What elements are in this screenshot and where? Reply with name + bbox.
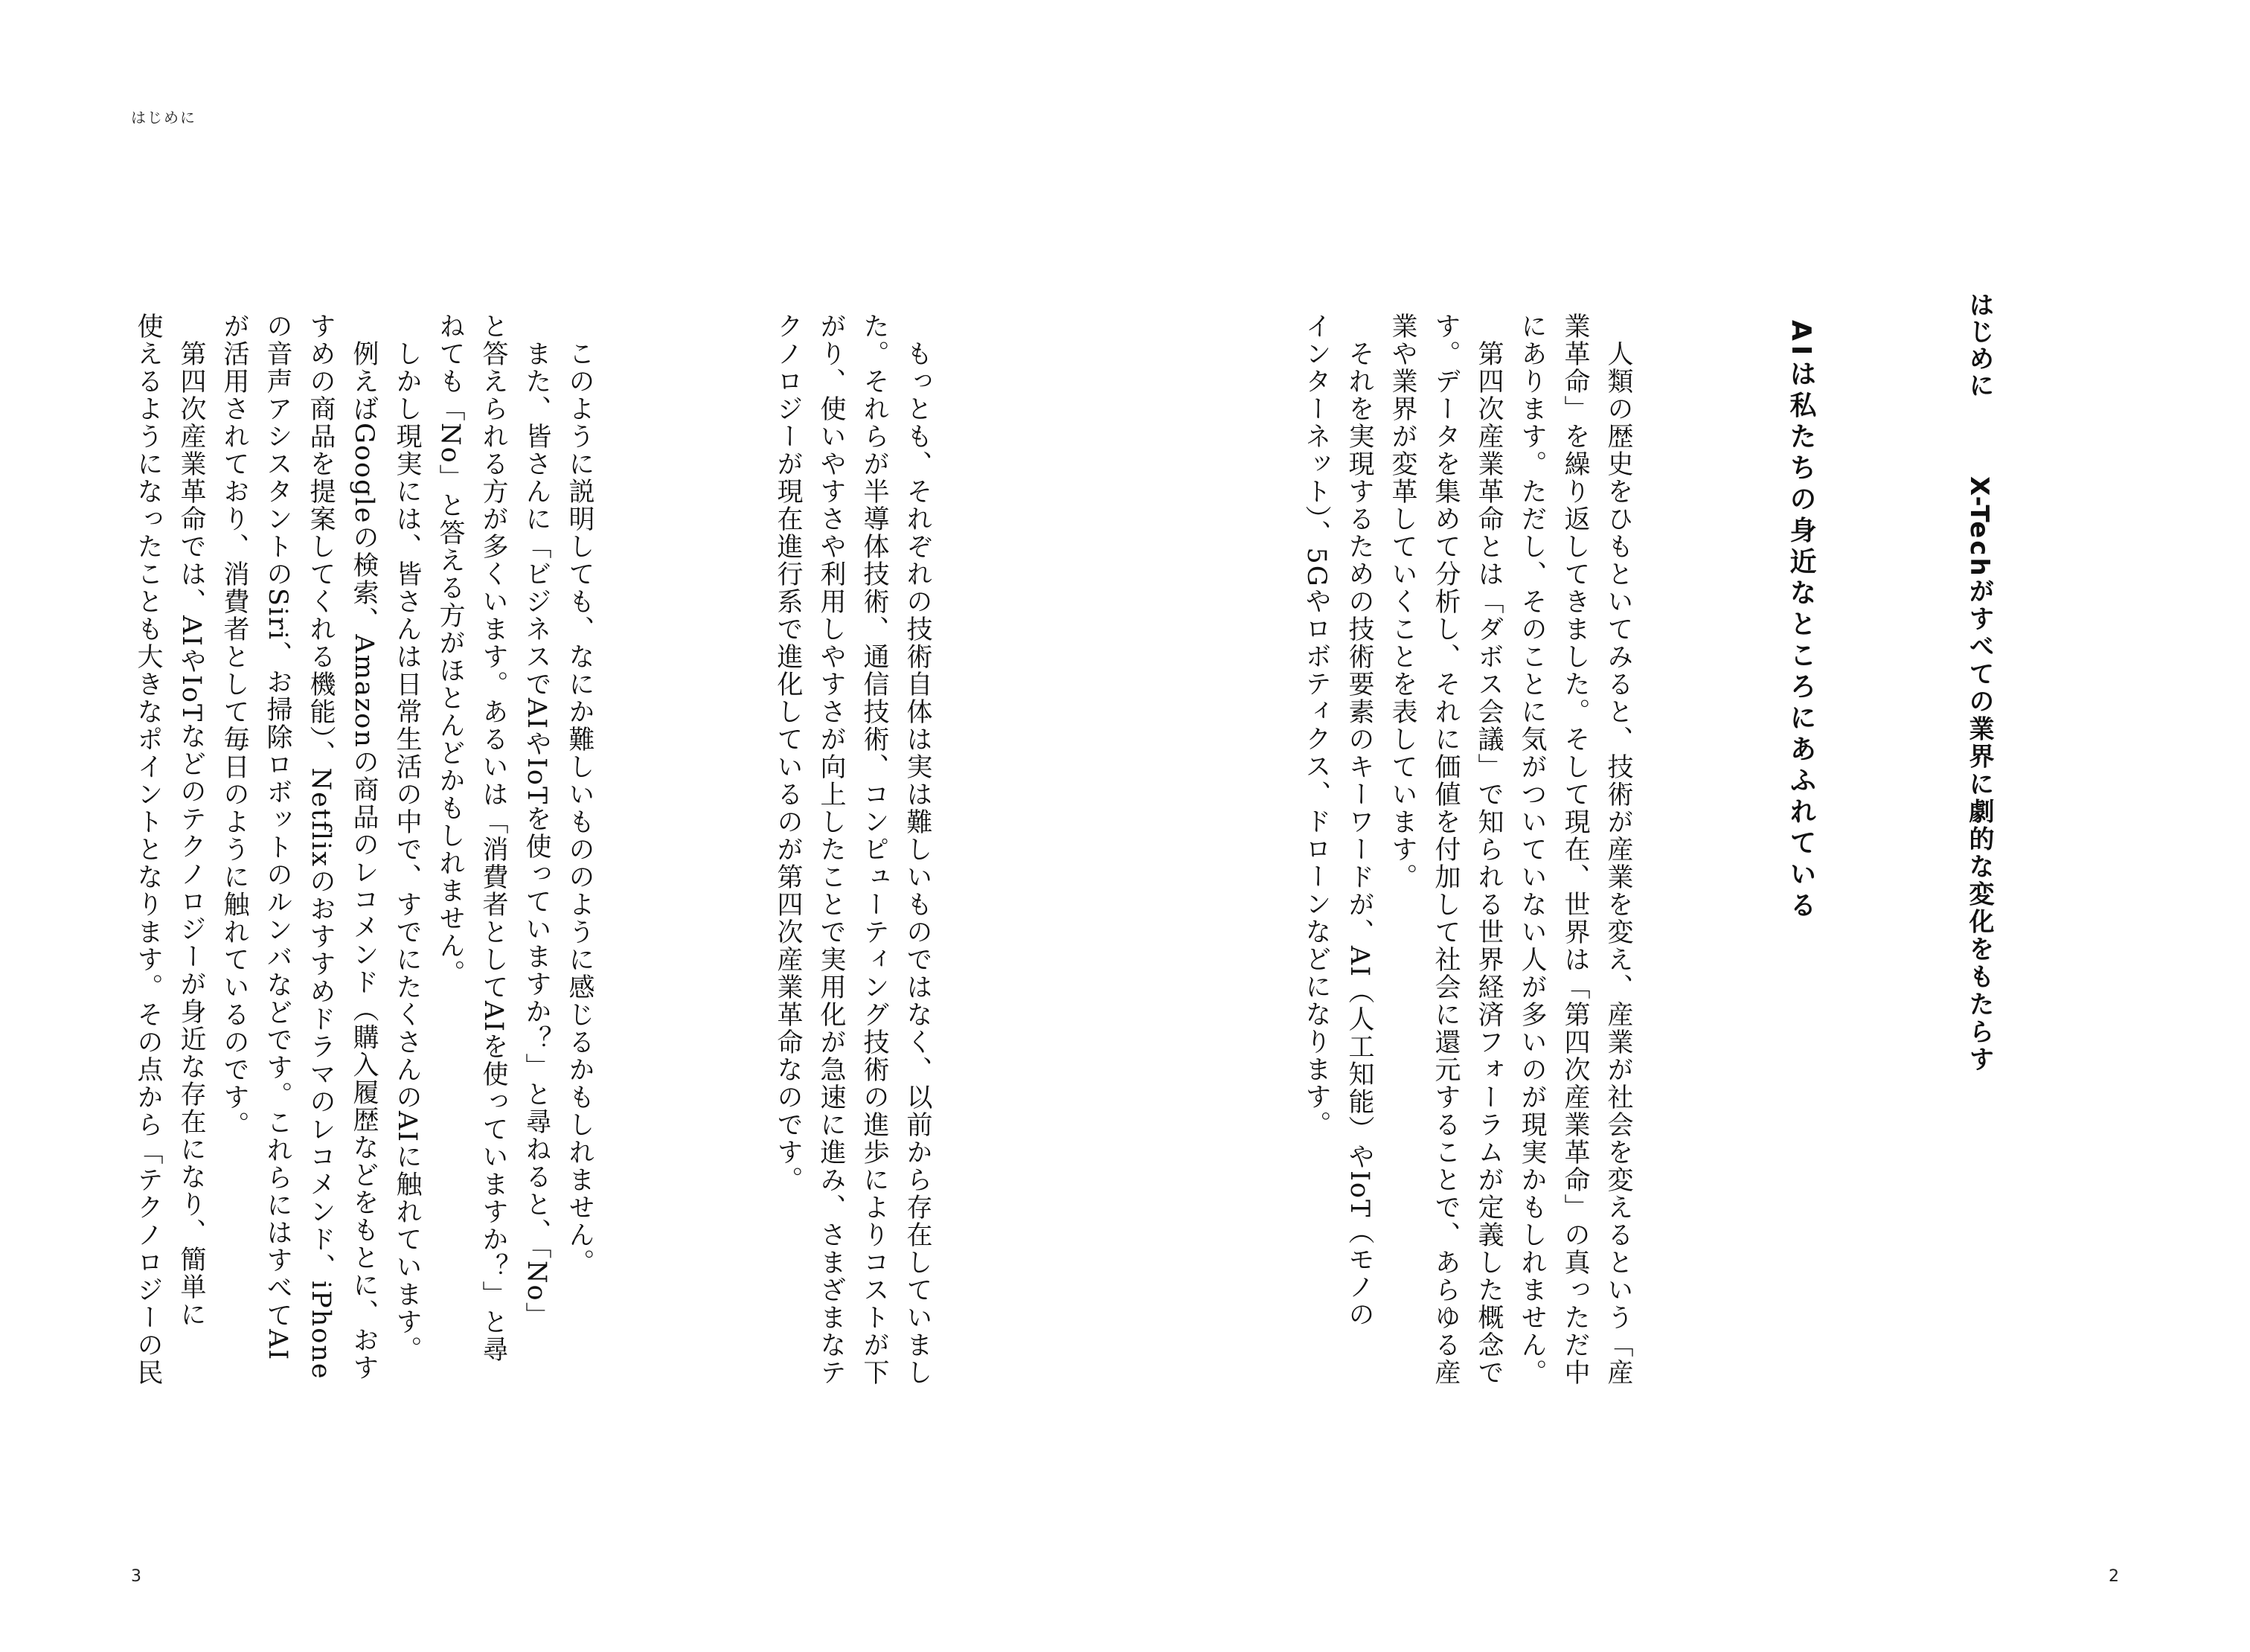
body-line: が活用されており、消費者として毎日のように触れているのです。 [219,313,249,1139]
body-line: クノロジーが現在進行系で進化しているのが第四次産業革命なのです。 [773,313,803,1194]
left-page-body-bottom [126,313,601,1525]
body-line: それを実現するための技術要素のキーワードが、AI（人工知能）やIoT（モノの [1344,340,1374,1329]
body-line: このように説明しても、なにか難しいもののように感じるかもしれません。 [565,340,594,1276]
body-line: また、皆さんに「ビジネスでAIやIoTを使っていますか？」と尋ねると、「No」 [522,340,551,1330]
body-line: ねても「No」と答える方がほとんどかもしれません。 [435,313,465,987]
right-page-body [1295,313,1640,1525]
body-line: 第四次産業革命では、AIやIoTなどのテクノロジーが身近な存在になり、簡単に [176,340,206,1329]
left-page-body-top [766,313,939,1525]
chapter-label: はじめに [1964,292,1994,399]
body-line: 業革命」を繰り返してきました。そして現在、世界は「第四次産業革命」の真っただ中 [1560,313,1590,1386]
page-number-right: 2 [2109,1567,2119,1586]
body-line: す。データを集めて分析し、それに価値を付加して社会に還元することで、あらゆる産 [1431,313,1461,1386]
body-line: 使えるようになったことも大きなポイントとなります。その点から「テクノロジーの民 [133,313,163,1386]
page-number-left: 3 [131,1567,141,1586]
body-line: にあります。ただし、そのことに気がついていない人が多いのが現実かもしれません。 [1517,313,1547,1386]
body-line: しかし現実には、皆さんは日常生活の中で、すでにたくさんのAIに触れています。 [392,340,422,1364]
section-heading: AIは私たちの身近なところにあふれている [1786,320,1816,923]
body-line: の音声アシスタントのSiri、お掃除ロボットのルンバなどです。これらにはすべてAI [263,313,292,1362]
body-line: と答えられる方が多くいます。あるいは「消費者としてAIを使っていますか？」と尋 [478,313,508,1364]
body-line: すめの商品を提案してくれる機能）、Netflixのおすすめドラマのレコメンド、iPhone [306,313,336,1380]
body-line: 例えばGoogleの検索、Amazonの商品のレコメンド（購入履歴などをもとに、おす [349,340,379,1382]
body-line: た。それらが半導体技術、通信技術、コンピューティング技術の進歩によりコストが下 [859,313,889,1386]
body-line: もっとも、それぞれの技術自体は実は難しいものではなく、以前から存在していまし [903,340,932,1386]
running-head: はじめに [131,109,196,127]
body-line: がり、使いやすさや利用しやすさが向上したことで実用化が急速に進み、さまざまなテ [816,313,846,1386]
chapter-title: X-Techがすべての業界に劇的な変化をもたらす [1964,476,1994,1074]
body-line: 業や業界が変革していくことを表しています。 [1388,313,1417,891]
body-line: インターネット）、5Gやロボティクス、ドローンなどになります。 [1301,313,1331,1139]
body-line: 人類の歴史をひもといてみると、技術が産業を変え、産業が社会を変えるという「産 [1603,340,1633,1386]
body-line: 第四次産業革命とは「ダボス会議」で知られる世界経済フォーラムが定義した概念で [1474,340,1504,1386]
